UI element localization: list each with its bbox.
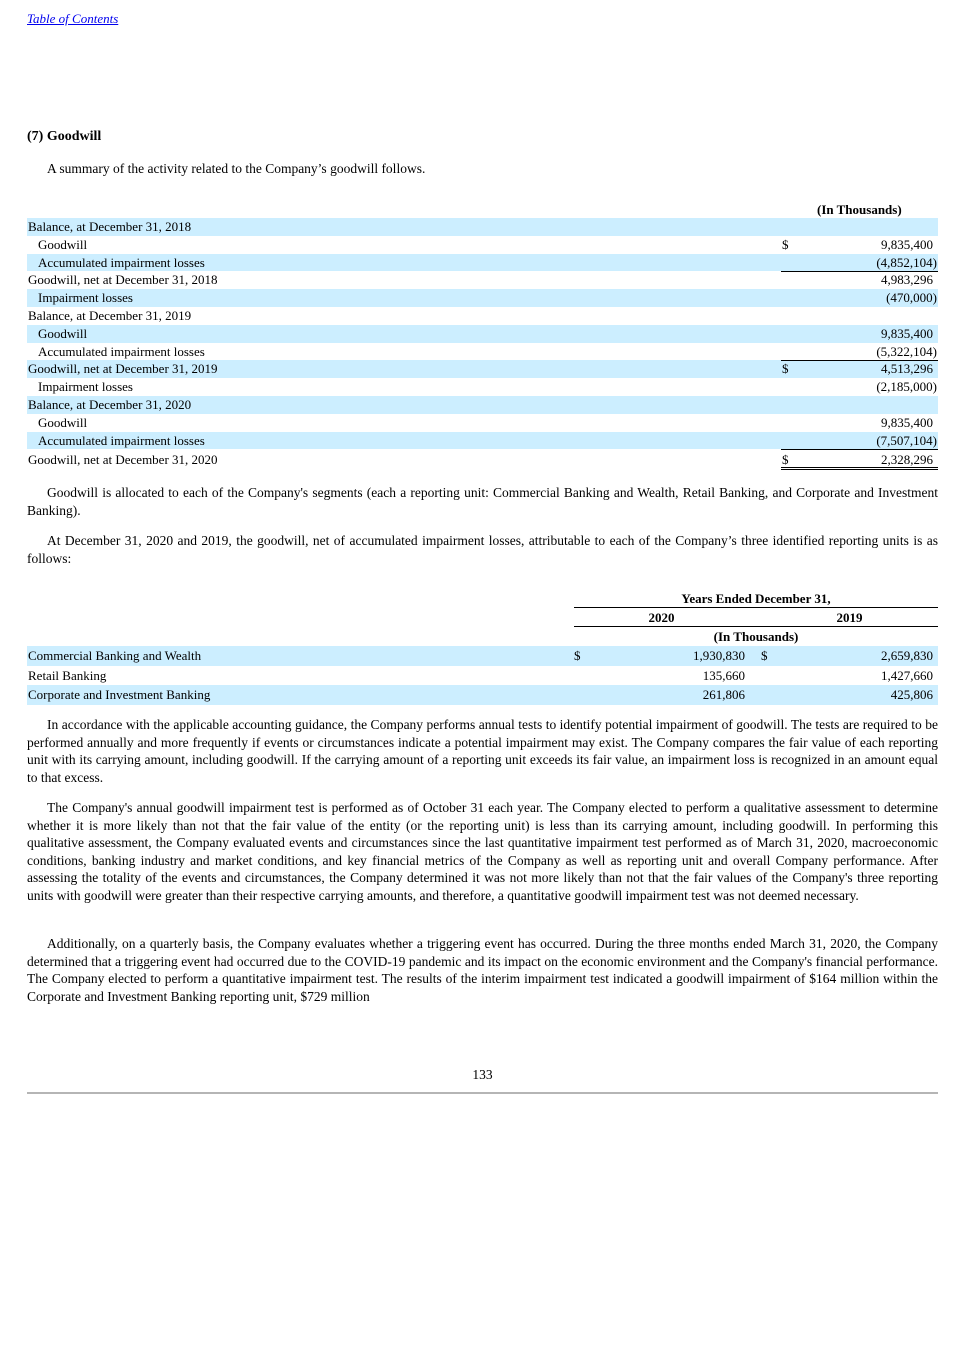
reporting-units-paragraph: At December 31, 2020 and 2019, the goodwill, net of accumulated impairment losses, attributable to each of the Company’s three identified reporting units is as follows: <box>27 533 938 566</box>
table-row <box>27 236 938 254</box>
total-double-rule <box>781 467 938 470</box>
row-label: Corporate and Investment Banking <box>28 687 211 702</box>
dollar-sign: $ <box>761 648 768 663</box>
row-label: Impairment losses <box>38 379 133 395</box>
table-row <box>27 218 938 236</box>
table-row <box>27 396 938 414</box>
table-row <box>27 360 938 378</box>
row-label: Goodwill <box>38 414 88 430</box>
page-number: 133 <box>472 1067 493 1082</box>
row-label: Accumulated impairment losses <box>38 343 205 359</box>
row-label: Goodwill <box>38 325 88 341</box>
dollar-sign: $ <box>782 361 789 377</box>
table-row <box>27 343 938 361</box>
value-2020: 261,806 <box>702 687 745 702</box>
table-row <box>27 271 938 289</box>
unit-header-label: (In Thousands) <box>817 202 902 217</box>
row-label: Retail Banking <box>28 667 107 683</box>
year-2020-header: 2020 <box>648 610 675 625</box>
value-2019: 2,659,830 <box>881 648 933 663</box>
row-label: Goodwill, net at December 31, 2019 <box>28 361 218 377</box>
table-row <box>27 254 938 272</box>
table-unit-header <box>27 200 938 218</box>
period-header-row <box>27 589 938 608</box>
table-row <box>27 646 938 666</box>
value-2020: 135,660 <box>702 667 745 683</box>
unit-header-row <box>27 627 938 646</box>
row-value: (4,852,104) <box>876 254 937 270</box>
row-value: 9,835,400 <box>881 236 933 252</box>
row-value: (7,507,104) <box>876 432 937 448</box>
row-value: 4,983,296 <box>881 272 933 288</box>
value-2019: 1,427,660 <box>881 667 933 683</box>
table-row <box>27 666 938 686</box>
row-label: Goodwill, net at December 31, 2018 <box>28 272 218 288</box>
row-label: Goodwill, net at December 31, 2020 <box>28 452 218 468</box>
table-row <box>27 432 938 450</box>
table-row <box>27 378 938 396</box>
row-label: Balance, at December 31, 2020 <box>28 396 192 412</box>
table-row <box>27 325 938 343</box>
row-value: 9,835,400 <box>881 414 933 430</box>
dollar-sign: $ <box>574 648 581 663</box>
table-row <box>27 289 938 307</box>
annual-test-paragraph: The Company's annual goodwill impairment test is performed as of October 31 each year. The Company elected to perform a qualitative assessment to determine whether it is more likely than not that the fair value of the entity (or the reporting unit) is less than its carrying amount, including goodwill. In performing this qualitative assessment, the Company evaluated events and circumstances since the last quantitative impairment test performed as of March 31, 2020, macroeconomic conditions, banking industry and market conditions, and key financial metrics of the Company as well as reporting unit and overall Company performance. After assessing the totality of the events and circumstances, the Company determined it was not more likely than not that the fair values of the Company's three reporting units with goodwill were greater than their respective carrying amounts, and therefore, a quantitative goodwill impairment test was not deemed necessary. <box>27 800 938 903</box>
period-header: Years Ended December 31, <box>681 591 831 606</box>
year-header-row <box>27 608 938 627</box>
row-value: (2,185,000) <box>876 379 937 395</box>
row-label: Commercial Banking and Wealth <box>28 648 202 663</box>
row-label: Balance, at December 31, 2018 <box>28 219 192 234</box>
year-2019-header: 2019 <box>836 610 863 625</box>
row-value: (470,000) <box>886 290 937 306</box>
allocation-paragraph: Goodwill is allocated to each of the Company's segments (each a reporting unit: Commercial Banking and Wealth, Retail Banking, and Corporate and Investment Banking). <box>27 485 938 518</box>
row-value: 4,513,296 <box>881 361 933 377</box>
dollar-sign: $ <box>782 452 789 468</box>
row-label: Accumulated impairment losses <box>38 254 205 270</box>
goodwill-activity-table <box>27 200 938 471</box>
unit-header-label: (In Thousands) <box>713 629 799 644</box>
section-title: (7) Goodwill <box>27 129 102 144</box>
row-value: 2,328,296 <box>881 452 933 468</box>
table-row <box>27 449 938 471</box>
table-row <box>27 414 938 432</box>
quarterly-evaluation-paragraph: Additionally, on a quarterly basis, the Company evaluates whether a triggering event has occurred. During the three months ended March 31, 2020, the Company determined that a triggering event had occurred due to the COVID-19 pandemic and its impact on the economic environment and the Company's financial performance. The Company elected to perform a quantitative impairment test. The results of the interim impairment test indicated a goodwill impairment of $164 million within the Corporate and Investment Banking reporting unit, $729 million <box>27 936 938 1004</box>
row-label: Balance, at December 31, 2019 <box>28 307 192 323</box>
intro-paragraph: A summary of the activity related to the Company’s goodwill follows. <box>47 161 426 176</box>
row-value: (5,322,104) <box>876 343 937 359</box>
row-label: Goodwill <box>38 236 88 252</box>
row-value: 9,835,400 <box>881 325 933 341</box>
dollar-sign: $ <box>782 236 789 252</box>
table-row <box>27 685 938 705</box>
footer-divider <box>27 1092 938 1094</box>
table-of-contents-link[interactable]: Table of Contents <box>27 11 119 26</box>
row-label: Impairment losses <box>38 290 133 306</box>
accounting-guidance-paragraph: In accordance with the applicable accounting guidance, the Company performs annual tests to identify potential impairment of goodwill. The tests are required to be performed annually and more frequently if events or circumstances indicate a potential impairment may exist. The Company compares the fair value of each reporting unit with its carrying amount, including goodwill. If the carrying amount of a reporting unit exceeds its fair value, an impairment loss is recognized in an amount equal to that excess. <box>27 717 938 785</box>
table-row <box>27 307 938 325</box>
value-2020: 1,930,830 <box>693 648 745 663</box>
row-label: Accumulated impairment losses <box>38 432 205 448</box>
value-2019: 425,806 <box>890 687 933 702</box>
goodwill-by-reporting-unit-table <box>27 589 938 705</box>
